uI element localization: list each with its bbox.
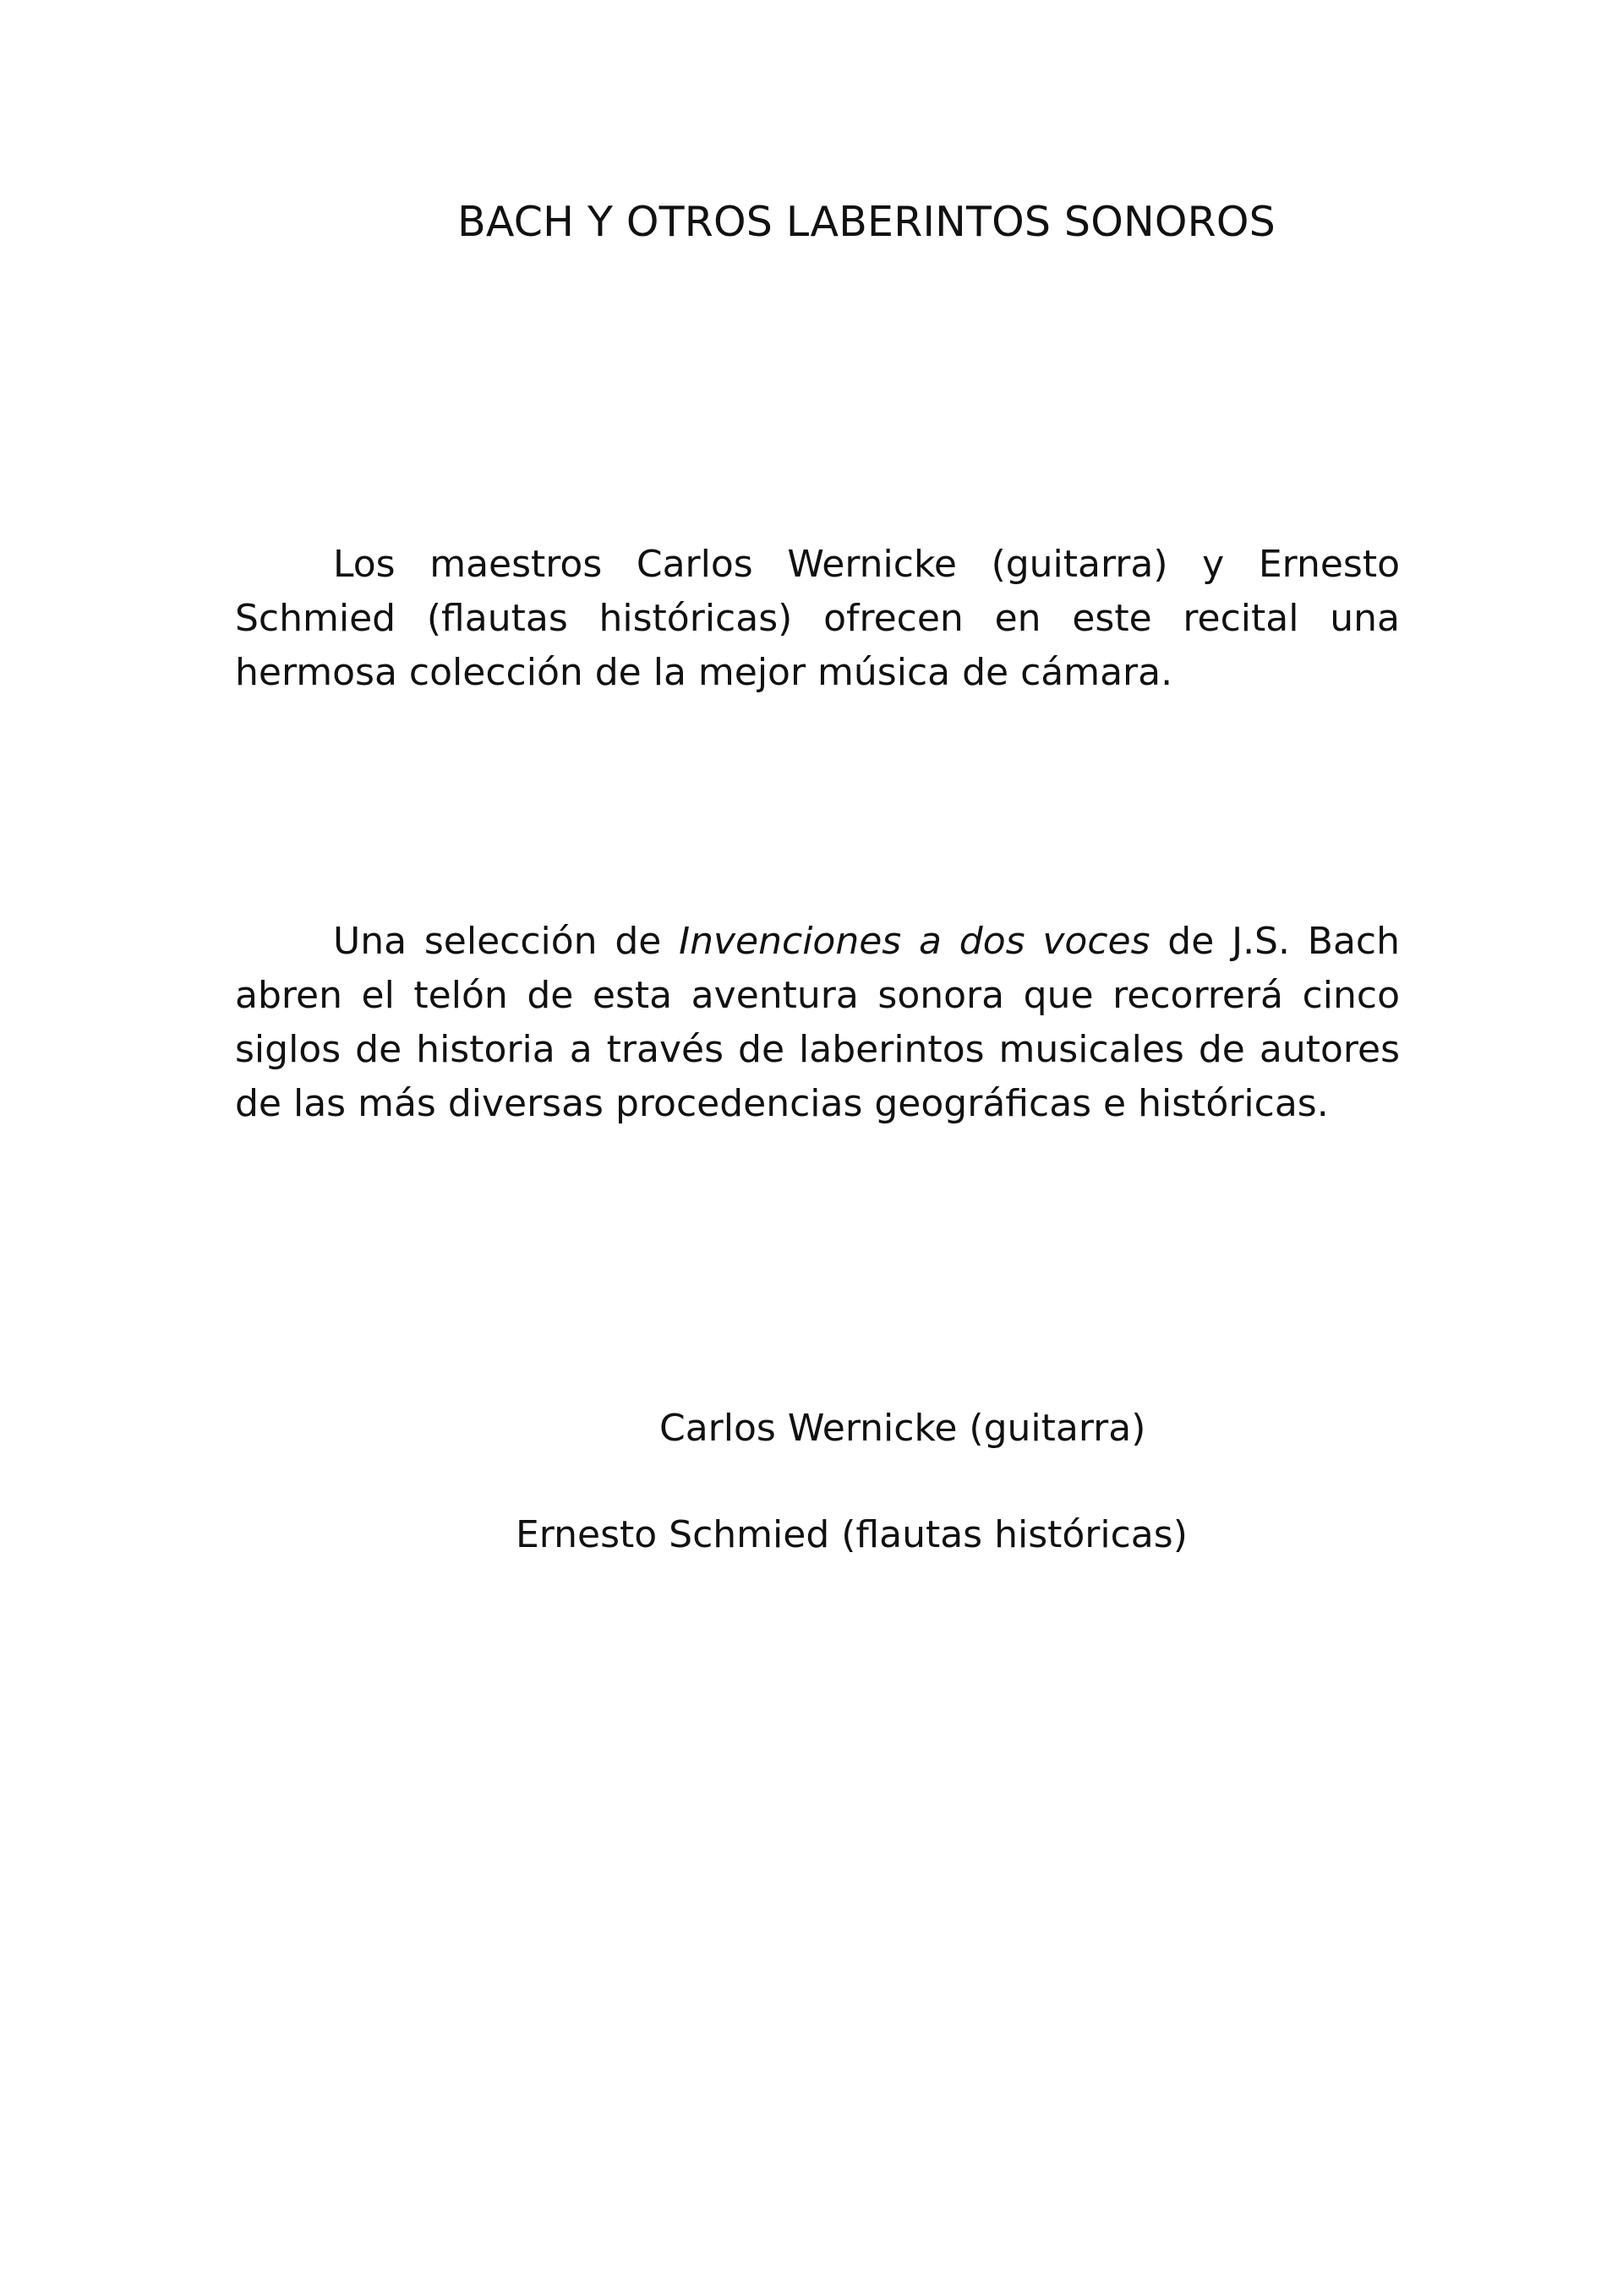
program-paragraph-start: Una selección de [333, 920, 680, 963]
performer-flutes: Ernesto Schmied (flautas históricas) [516, 1513, 1188, 1556]
work-title: Invenciones a dos voces [679, 920, 1150, 963]
program-paragraph [235, 915, 1400, 1131]
performer-guitar: Carlos Wernicke (guitarra) [659, 1407, 1146, 1450]
document-title: BACH Y OTROS LABERINTOS SONOROS [457, 198, 1276, 246]
intro-paragraph: Los maestros Carlos Wernicke (guitarra) y Ernesto Schmied (flautas históricas) ofrecen en este recital una hermosa colección de la mejor música de cámara. [235, 543, 1400, 694]
program-paragraph-end: de J.S. Bach abren el telón de esta aventura sonora que recorrerá cinco siglos de historia a través de laberintos musicales de autores de las más diversas procedencias geográficas e históricas. [235, 920, 1400, 1125]
